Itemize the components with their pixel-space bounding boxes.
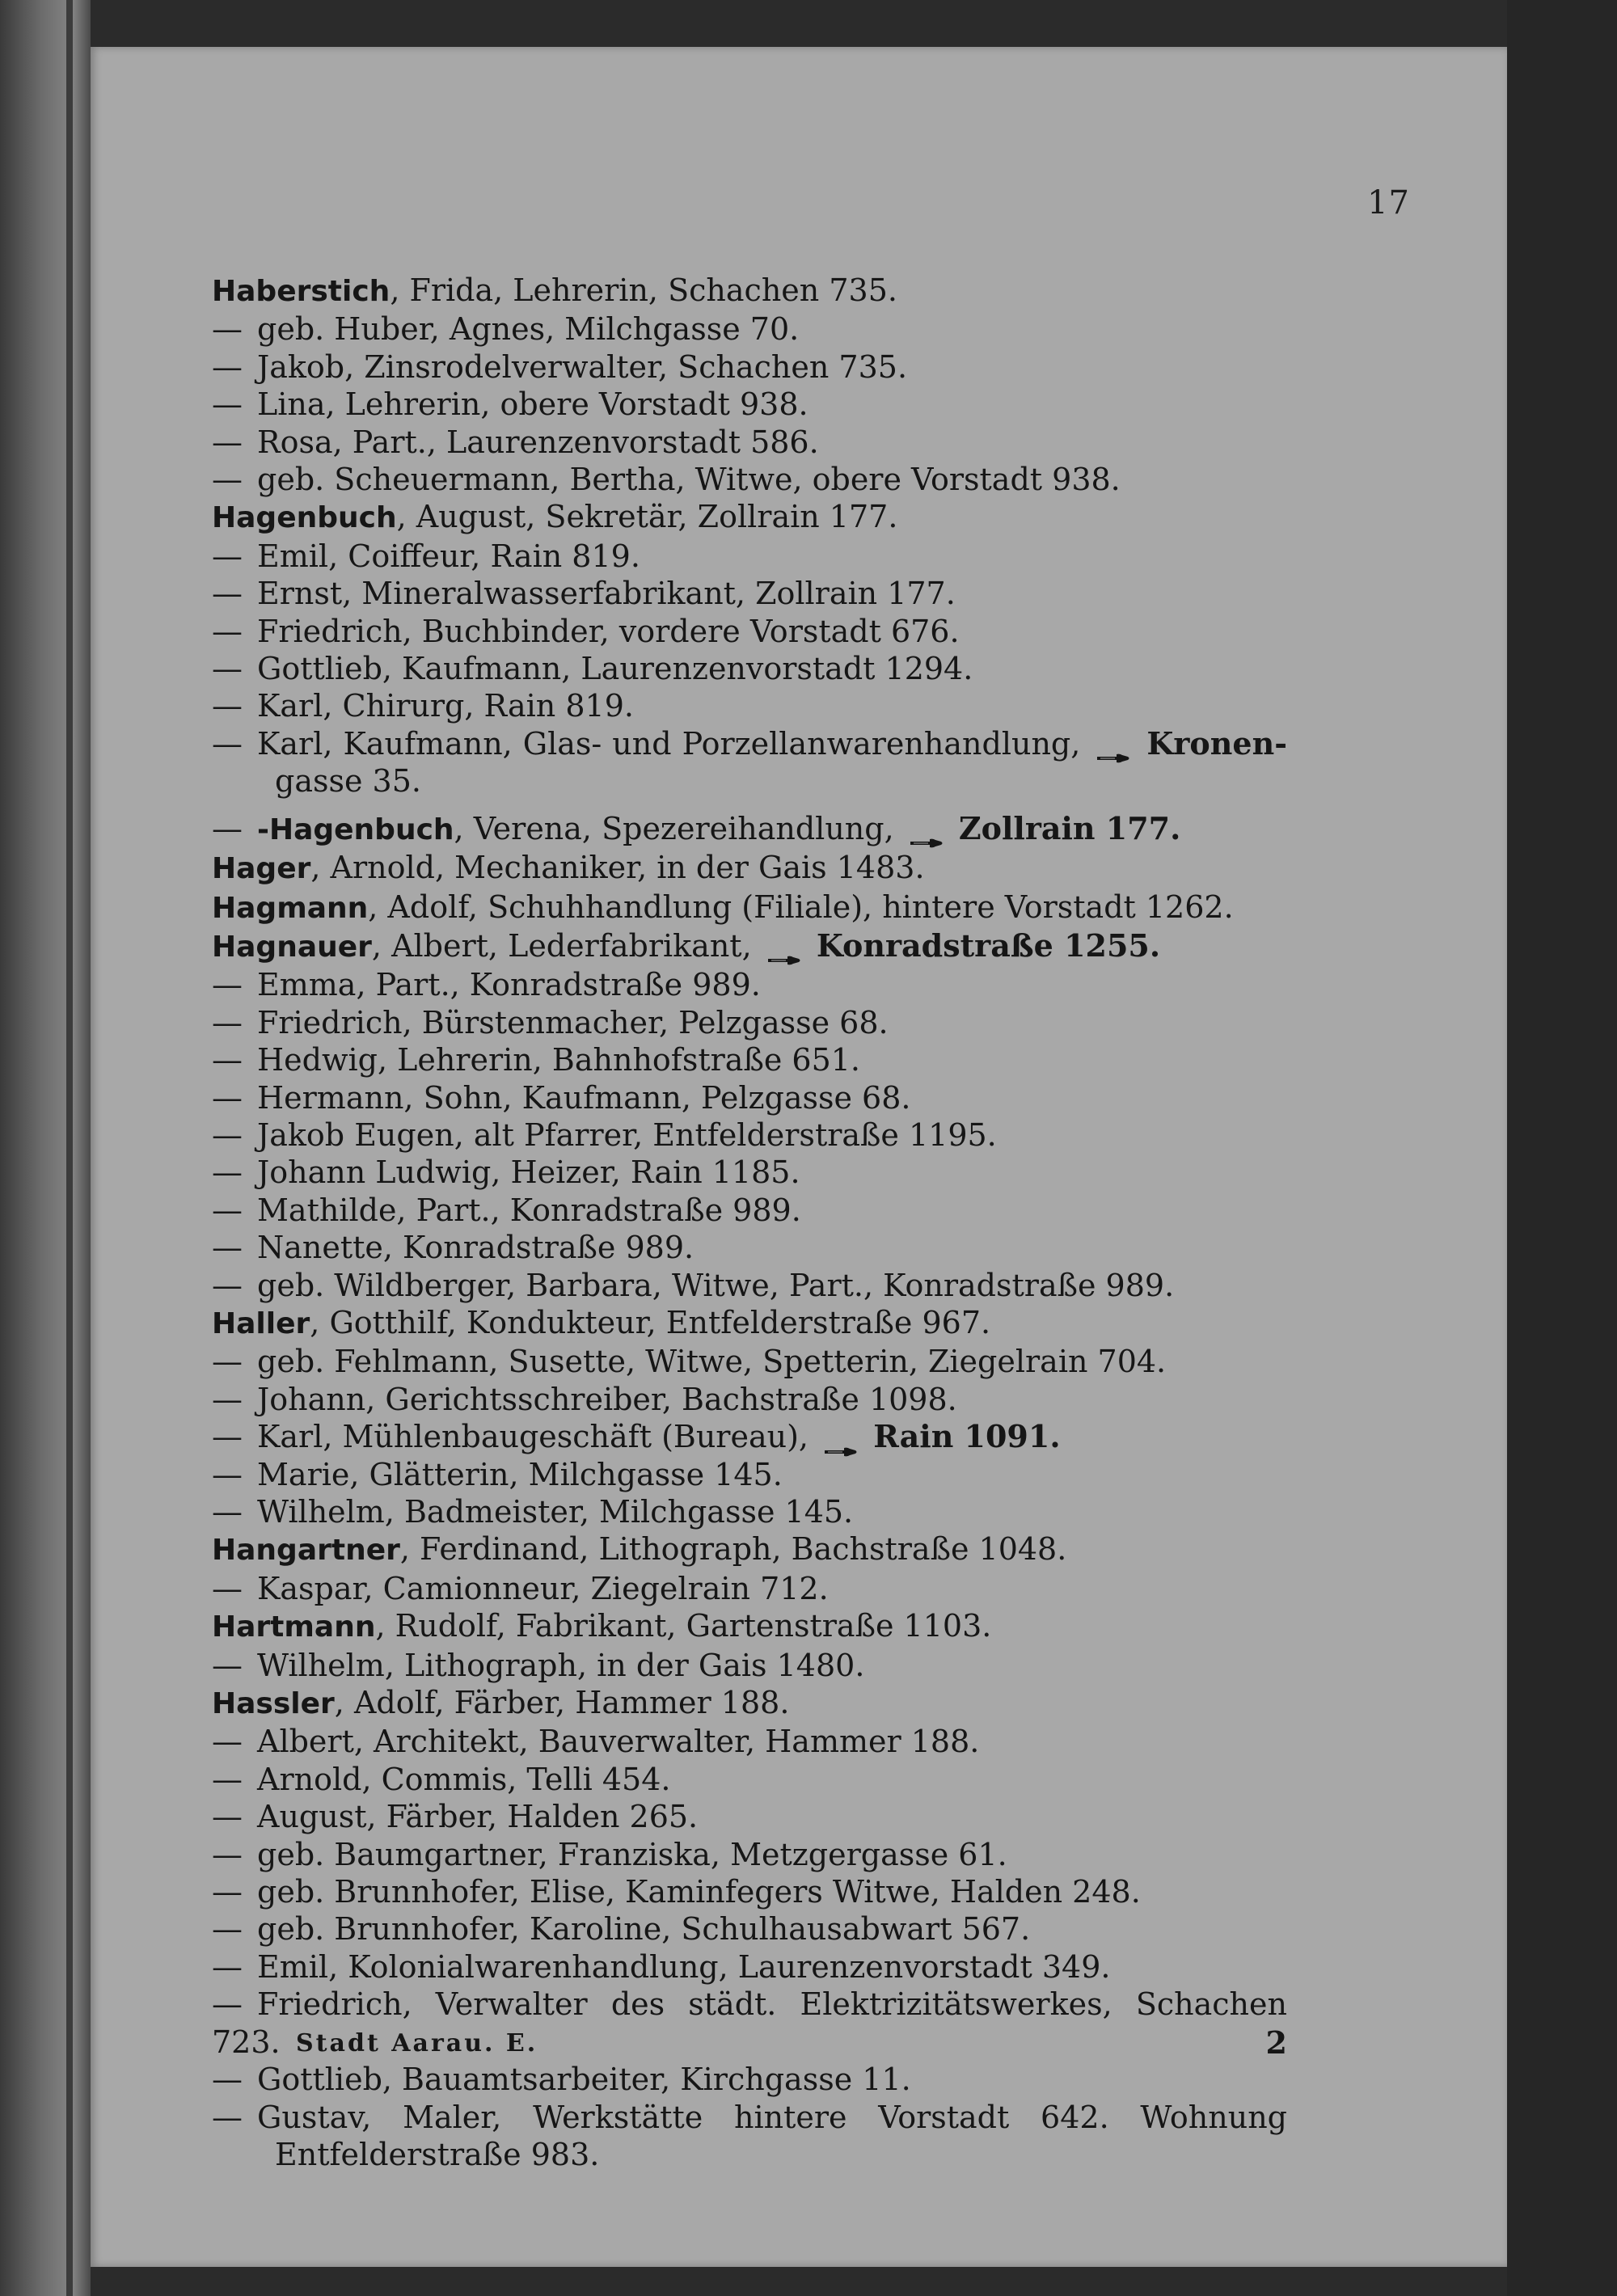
ditto-dash: — xyxy=(212,1116,243,1153)
entry-continuation xyxy=(212,762,1287,800)
ditto-dash: — xyxy=(212,688,243,724)
directory-entry xyxy=(212,1761,1287,1798)
entry-text: , Frida, Lehrerin, Schachen 735. xyxy=(390,272,897,308)
ditto-dash: — xyxy=(212,1004,243,1040)
scan-background xyxy=(1507,0,1617,2296)
surname: Hangartner xyxy=(212,1534,400,1568)
ditto-dash: — xyxy=(212,462,243,498)
directory-entry xyxy=(212,1570,1287,1607)
directory-entry xyxy=(212,1343,1287,1380)
directory-entry xyxy=(212,1684,1287,1723)
entry-text: Nanette, Konradstraße 989. xyxy=(257,1230,695,1266)
directory-entry xyxy=(212,348,1287,386)
ditto-dash: — xyxy=(212,1647,243,1683)
surname: -Hagenbuch xyxy=(257,812,454,846)
entry-text: Jakob, Zinsrodelverwalter, Schachen 735. xyxy=(257,348,908,385)
ditto-dash: — xyxy=(212,1948,243,1985)
entry-text: geb. Fehlmann, Susette, Witwe, Spetterin, Ziegelrain 704. xyxy=(257,1344,1167,1380)
entry-text: Johann Ludwig, Heizer, Rain 1185. xyxy=(257,1154,800,1191)
entry-text: geb. Huber, Agnes, Milchgasse 70. xyxy=(257,311,800,348)
signature-mark: Stadt Aarau. E. xyxy=(296,2029,538,2058)
ditto-dash: — xyxy=(212,1381,243,1417)
entry-text: Wilhelm, Badmeister, Milchgasse 145. xyxy=(257,1494,854,1530)
surname: Haberstich xyxy=(212,275,391,308)
entry-text: Gottlieb, Kaufmann, Laurenzenvorstadt 1294. xyxy=(257,651,973,687)
entry-text: geb. Baumgartner, Franziska, Metzgergasse 61. xyxy=(257,1836,1007,1872)
entry-text: Ernst, Mineralwasserfabrikant, Zollrain 177. xyxy=(257,576,956,612)
ditto-dash: — xyxy=(212,1986,243,2023)
directory-entry xyxy=(212,310,1287,348)
book-spine xyxy=(0,0,91,2296)
ditto-dash: — xyxy=(212,1570,243,1606)
surname: Hager xyxy=(212,852,311,886)
entry-text: Karl, Mühlenbaugeschäft (Bureau), xyxy=(257,1419,808,1455)
directory-entry xyxy=(212,2099,1287,2136)
entry-text: , Verena, Spezereihandlung, xyxy=(454,810,894,846)
page-footer xyxy=(212,2024,1287,2062)
entry-text: gasse 35. xyxy=(275,763,421,800)
entry-text: Entfelderstraße 983. xyxy=(275,2136,600,2172)
directory-entry xyxy=(212,1304,1287,1343)
entry-text: Wilhelm, Lithograph, in der Gais 1480. xyxy=(257,1647,865,1683)
ditto-dash: — xyxy=(212,613,243,649)
directory-entry xyxy=(212,386,1287,423)
ditto-dash: — xyxy=(212,424,243,460)
directory-entry xyxy=(212,1948,1287,1986)
entry-text: Johann, Gerichtsschreiber, Bachstraße 1098. xyxy=(257,1381,957,1417)
ditto-dash: — xyxy=(212,1456,243,1492)
entry-text: Lina, Lehrerin, obere Vorstadt 938. xyxy=(257,386,808,423)
directory-entry xyxy=(212,1607,1287,1646)
entry-text: geb. Brunnhofer, Elise, Kaminfegers Witwe, Halden 248. xyxy=(257,1874,1141,1910)
ditto-dash: — xyxy=(212,1836,243,1872)
directory-entry xyxy=(212,1873,1287,1910)
ditto-dash: — xyxy=(212,1192,243,1228)
directory-entry xyxy=(212,461,1287,498)
ditto-dash: — xyxy=(212,1494,243,1530)
pointing-hand-icon xyxy=(1096,736,1131,751)
entry-text: , Albert, Lederfabrikant, xyxy=(371,927,752,964)
ditto-dash: — xyxy=(212,538,243,574)
entry-text: Emil, Coiffeur, Rain 819. xyxy=(257,538,640,574)
entry-text: , Rudolf, Fabrikant, Gartenstraße 1103. xyxy=(375,1608,992,1644)
entry-text: Arnold, Commis, Telli 454. xyxy=(257,1761,671,1797)
entry-text: Hermann, Sohn, Kaufmann, Pelzgasse 68. xyxy=(257,1079,911,1116)
ditto-dash: — xyxy=(212,1419,243,1455)
surname: Haller xyxy=(212,1306,310,1340)
ditto-dash: — xyxy=(212,1344,243,1380)
surname: Hagnauer xyxy=(212,930,372,964)
surname: Hagmann xyxy=(212,891,369,925)
entry-text: geb. Wildberger, Barbara, Witwe, Part., Konradstraße 989. xyxy=(257,1267,1175,1303)
ditto-dash: — xyxy=(212,725,243,762)
directory-entry xyxy=(212,575,1287,612)
entry-text: Jakob Eugen, alt Pfarrer, Entfelderstraße 1195. xyxy=(257,1116,997,1153)
directory-entry xyxy=(212,810,1287,849)
entry-text: geb. Brunnhofer, Karoline, Schulhausabwart 567. xyxy=(257,1911,1031,1948)
directory-entry xyxy=(212,1723,1287,1760)
entry-text: Friedrich, Buchbinder, vordere Vorstadt 676. xyxy=(257,613,960,649)
ditto-dash: — xyxy=(212,2062,243,2098)
directory-entry xyxy=(212,424,1287,461)
surname: Hassler xyxy=(212,1687,335,1721)
directory-entry xyxy=(212,1267,1287,1304)
entry-text: , August, Sekretär, Zollrain 177. xyxy=(396,499,898,535)
entry-text: Marie, Glätterin, Milchgasse 145. xyxy=(257,1456,783,1492)
directory-entry xyxy=(212,1493,1287,1530)
entry-text: Friedrich, Verwalter des städt. Elektrizitätswerkes, Schachen 723. xyxy=(212,1986,1287,2060)
entry-text: , Adolf, Schuhhandlung (Filiale), hintere Vorstadt 1262. xyxy=(368,888,1234,925)
directory-entry xyxy=(212,1381,1287,1418)
ditto-dash: — xyxy=(212,810,243,846)
entry-text: August, Färber, Halden 265. xyxy=(257,1799,699,1835)
ditto-dash: — xyxy=(212,1230,243,1266)
directory-entry xyxy=(212,1041,1287,1078)
entry-address: Rain 1091. xyxy=(873,1418,1061,1455)
entry-text: Rosa, Part., Laurenzenvorstadt 586. xyxy=(257,424,819,460)
directory-entry xyxy=(212,1910,1287,1948)
directory-entry xyxy=(212,849,1287,888)
entry-text: , Adolf, Färber, Hammer 188. xyxy=(334,1685,790,1721)
directory-entry xyxy=(212,966,1287,1003)
spine-edge xyxy=(66,0,73,2296)
pointing-hand-icon xyxy=(766,939,802,953)
directory-entry xyxy=(212,1798,1287,1835)
directory-entry xyxy=(212,1004,1287,1041)
directory-entry xyxy=(212,1229,1287,1266)
entry-text: Gustav, Maler, Werkstätte hintere Vorstadt 642. Wohnung xyxy=(257,2099,1287,2135)
ditto-dash: — xyxy=(212,1911,243,1948)
directory-entry xyxy=(212,927,1287,966)
directory-entry xyxy=(212,1154,1287,1191)
surname: Hartmann xyxy=(212,1610,376,1644)
entry-text: Karl, Kaufmann, Glas- und Porzellanwarenhandlung, xyxy=(257,725,1081,762)
entry-text: Emma, Part., Konradstraße 989. xyxy=(257,967,761,1003)
entry-text: Mathilde, Part., Konradstraße 989. xyxy=(257,1192,801,1228)
directory-entry xyxy=(212,498,1287,537)
ditto-dash: — xyxy=(212,1042,243,1078)
pointing-hand-icon xyxy=(909,821,944,836)
ditto-dash: — xyxy=(212,311,243,348)
surname: Hagenbuch xyxy=(212,501,397,535)
entry-text: Kaspar, Camionneur, Ziegelrain 712. xyxy=(257,1570,829,1606)
ditto-dash: — xyxy=(212,1079,243,1116)
ditto-dash: — xyxy=(212,1724,243,1760)
directory-entry xyxy=(212,1836,1287,1873)
entry-text: Emil, Kolonialwarenhandlung, Laurenzenvorstadt 349. xyxy=(257,1948,1111,1985)
entry-text: geb. Scheuermann, Bertha, Witwe, obere Vorstadt 938. xyxy=(257,462,1121,498)
directory-entry xyxy=(212,687,1287,724)
directory-entry xyxy=(212,888,1287,927)
directory-entry xyxy=(212,1456,1287,1493)
entry-text: Friedrich, Bürstenmacher, Pelzgasse 68. xyxy=(257,1004,889,1040)
entry-text: Gottlieb, Bauamtsarbeiter, Kirchgasse 11. xyxy=(257,2062,911,2098)
directory-entry xyxy=(212,1079,1287,1116)
entry-continuation xyxy=(212,2136,1287,2173)
ditto-dash: — xyxy=(212,1874,243,1910)
directory-entry xyxy=(212,1418,1287,1455)
ditto-dash: — xyxy=(212,1267,243,1303)
entry-text: Albert, Architekt, Bauverwalter, Hammer 188. xyxy=(257,1724,980,1760)
directory-entry xyxy=(212,272,1287,310)
pointing-hand-icon xyxy=(823,1430,859,1445)
entry-text: Karl, Chirurg, Rain 819. xyxy=(257,688,634,724)
directory-entry xyxy=(212,725,1287,762)
ditto-dash: — xyxy=(212,576,243,612)
directory-entry xyxy=(212,1192,1287,1229)
ditto-dash: — xyxy=(212,1799,243,1835)
entry-address: Kronen- xyxy=(1146,724,1287,762)
directory-entry xyxy=(212,1116,1287,1154)
ditto-dash: — xyxy=(212,967,243,1003)
entry-text: , Gotthilf, Kondukteur, Entfelderstraße 967. xyxy=(310,1304,991,1340)
directory-entry xyxy=(212,1647,1287,1684)
ditto-dash: — xyxy=(212,1761,243,1797)
ditto-dash: — xyxy=(212,2099,243,2135)
page-number: 17 xyxy=(1367,184,1410,222)
entry-address: Zollrain 177. xyxy=(958,809,1181,846)
ditto-dash: — xyxy=(212,348,243,385)
directory-entry xyxy=(212,650,1287,687)
ditto-dash: — xyxy=(212,1154,243,1191)
directory-entry xyxy=(212,538,1287,575)
directory-entry xyxy=(212,2061,1287,2098)
entry-text: , Arnold, Mechaniker, in der Gais 1483. xyxy=(310,850,925,886)
ditto-dash: — xyxy=(212,651,243,687)
directory-entries xyxy=(212,272,1287,2173)
directory-entry xyxy=(212,613,1287,650)
ditto-dash: — xyxy=(212,386,243,423)
directory-entry xyxy=(212,1530,1287,1569)
entry-address: Konradstraße 1255. xyxy=(816,926,1161,964)
entry-text: , Ferdinand, Lithograph, Bachstraße 1048. xyxy=(399,1531,1067,1568)
sheet-number: 2 xyxy=(1265,2024,1287,2061)
entry-text: Hedwig, Lehrerin, Bahnhofstraße 651. xyxy=(257,1042,861,1078)
